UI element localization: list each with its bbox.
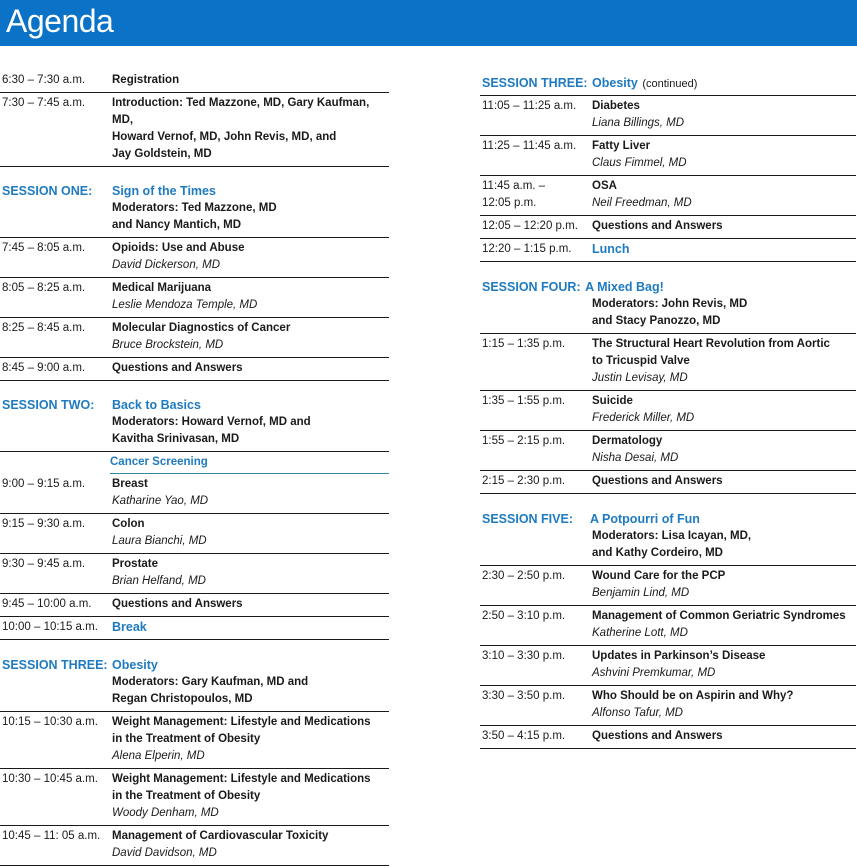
session-one-header — [0, 183, 389, 238]
session-five-header — [480, 510, 856, 566]
session-label: SESSION ONE: — [2, 184, 93, 198]
agenda-row — [480, 646, 856, 686]
row-title: Colon — [112, 518, 145, 530]
row-time: 9:45 – 10:00 a.m. — [2, 598, 92, 610]
row-time: 12:05 – 12:20 p.m. — [482, 220, 578, 232]
row-time: 8:45 – 9:00 a.m. — [2, 362, 86, 374]
row-time: 9:30 – 9:45 a.m. — [2, 558, 86, 570]
agenda-row — [0, 70, 389, 93]
session-moderators: Regan Christopoulos, MD — [112, 693, 253, 705]
row-title: Who Should be on Aspirin and Why? — [592, 690, 794, 702]
session-name: A Potpourri of Fun — [590, 512, 700, 526]
row-time: 10:45 – 11: 05 a.m. — [2, 830, 101, 842]
row-time: 3:30 – 3:50 p.m. — [482, 690, 566, 702]
row-time: 11:45 a.m. – — [482, 180, 546, 192]
row-title: Molecular Diagnostics of Cancer — [112, 322, 291, 334]
session-moderators: Kavitha Srinivasan, MD — [112, 433, 240, 445]
lunch-label: Lunch — [592, 242, 630, 256]
row-time: 2:15 – 2:30 p.m. — [482, 475, 566, 487]
lunch-row — [480, 239, 856, 262]
break-row — [0, 617, 389, 640]
row-time: 1:35 – 1:55 p.m. — [482, 395, 566, 407]
row-time: 12:05 p.m. — [482, 197, 537, 209]
agenda-row — [480, 136, 856, 176]
row-title: Weight Management: Lifestyle and Medications — [112, 773, 371, 785]
agenda-row — [0, 318, 389, 358]
session-name: Obesity — [592, 76, 638, 90]
agenda-row — [0, 358, 389, 381]
row-time: 8:25 – 8:45 a.m. — [2, 322, 86, 334]
session-moderators: Moderators: Ted Mazzone, MD — [112, 202, 277, 214]
session-label: SESSION THREE: — [482, 76, 588, 90]
row-speaker: Justin Levisay, MD — [592, 372, 688, 384]
session-label: SESSION FOUR: — [482, 280, 581, 294]
session-four-header — [480, 278, 856, 334]
row-speaker: Nisha Desai, MD — [592, 452, 679, 464]
row-speaker: Neil Freedman, MD — [592, 197, 692, 209]
row-speaker: David Davidson, MD — [112, 847, 217, 859]
row-title: Questions and Answers — [592, 730, 723, 742]
session-two-header — [0, 397, 389, 452]
agenda-row — [480, 606, 856, 646]
row-time: 3:50 – 4:15 p.m. — [482, 730, 566, 742]
agenda-row — [480, 176, 856, 216]
row-title: The Structural Heart Revolution from Aortic — [592, 338, 830, 350]
agenda-row — [480, 566, 856, 606]
row-title: Howard Vernof, MD, John Revis, MD, and — [112, 131, 337, 143]
row-time: 12:20 – 1:15 p.m. — [482, 243, 572, 255]
row-title: Questions and Answers — [112, 362, 243, 374]
row-speaker: Laura Bianchi, MD — [112, 535, 207, 547]
session-label: SESSION TWO: — [2, 398, 95, 412]
row-title: Introduction: Ted Mazzone, MD, Gary Kaufman, MD, — [112, 97, 370, 126]
session-three-header — [0, 656, 389, 712]
session-moderators: Moderators: Howard Vernof, MD and — [112, 416, 311, 428]
agenda-row — [0, 826, 389, 866]
session-name: Obesity — [112, 658, 158, 672]
agenda-row — [0, 93, 389, 167]
row-title: Suicide — [592, 395, 633, 407]
row-title: Jay Goldstein, MD — [112, 148, 212, 160]
row-title: Registration — [112, 74, 180, 86]
row-title: Weight Management: Lifestyle and Medications — [112, 716, 371, 728]
row-speaker: Katherine Lott, MD — [592, 627, 688, 639]
session-moderators: and Kathy Cordeiro, MD — [592, 547, 723, 559]
row-speaker: Brian Helfand, MD — [112, 575, 206, 587]
row-speaker: Leslie Mendoza Temple, MD — [112, 299, 258, 311]
row-title: in the Treatment of Obesity — [112, 733, 261, 745]
row-title: Questions and Answers — [592, 220, 723, 232]
session-name: A Mixed Bag! — [585, 280, 664, 294]
session-moderators: Moderators: Lisa Icayan, MD, — [592, 530, 752, 542]
row-time: 10:30 – 10:45 a.m. — [2, 773, 98, 785]
row-title: OSA — [592, 180, 617, 192]
agenda-row — [480, 96, 856, 136]
row-time: 2:30 – 2:50 p.m. — [482, 570, 566, 582]
agenda-row — [0, 594, 389, 617]
subhead-label: Cancer Screening — [110, 452, 389, 474]
agenda-row — [480, 686, 856, 726]
session-label: SESSION THREE: — [2, 658, 108, 672]
row-speaker: Alfonso Tafur, MD — [592, 707, 683, 719]
row-time: 7:30 – 7:45 a.m. — [2, 97, 86, 109]
row-time: 7:45 – 8:05 a.m. — [2, 242, 86, 254]
left-column — [0, 70, 389, 866]
row-speaker: Bruce Brockstein, MD — [112, 339, 224, 351]
session-label: SESSION FIVE: — [482, 512, 573, 526]
page-title: Agenda — [6, 3, 114, 39]
agenda-row — [0, 554, 389, 594]
agenda-row — [0, 769, 389, 826]
agenda-row — [0, 278, 389, 318]
row-time: 3:10 – 3:30 p.m. — [482, 650, 566, 662]
agenda-row — [480, 334, 856, 391]
row-speaker: Ashvini Premkumar, MD — [592, 667, 716, 679]
session-name: Sign of the Times — [112, 184, 216, 198]
continued-note: (continued) — [642, 78, 698, 90]
row-time: 9:15 – 9:30 a.m. — [2, 518, 86, 530]
session-name: Back to Basics — [112, 398, 201, 412]
right-column — [480, 74, 856, 749]
agenda-row — [480, 391, 856, 431]
agenda-row — [480, 471, 856, 494]
row-speaker: David Dickerson, MD — [112, 259, 220, 271]
row-speaker: Frederick Miller, MD — [592, 412, 695, 424]
row-time: 1:15 – 1:35 p.m. — [482, 338, 566, 350]
row-speaker: Katharine Yao, MD — [112, 495, 209, 507]
agenda-row — [0, 712, 389, 769]
row-time: 11:25 – 11:45 a.m. — [482, 140, 577, 152]
session-moderators: and Nancy Mantich, MD — [112, 219, 242, 231]
row-time: 2:50 – 3:10 p.m. — [482, 610, 566, 622]
row-speaker: Liana Billings, MD — [592, 117, 685, 129]
row-time: 9:00 – 9:15 a.m. — [2, 478, 86, 490]
row-title: Dermatology — [592, 435, 663, 447]
row-title: Questions and Answers — [112, 598, 243, 610]
agenda-row — [0, 238, 389, 278]
row-time: 10:15 – 10:30 a.m. — [2, 716, 98, 728]
agenda-row — [480, 726, 856, 749]
row-title: Opioids: Use and Abuse — [112, 242, 245, 254]
session-moderators: Moderators: Gary Kaufman, MD and — [112, 676, 309, 688]
row-time: 1:55 – 2:15 p.m. — [482, 435, 566, 447]
row-title: in the Treatment of Obesity — [112, 790, 261, 802]
agenda-row — [0, 474, 389, 514]
row-time: 8:05 – 8:25 a.m. — [2, 282, 86, 294]
row-title: Management of Common Geriatric Syndromes — [592, 610, 846, 622]
row-title: Management of Cardiovascular Toxicity — [112, 830, 329, 842]
row-speaker: Alena Elperin, MD — [112, 750, 205, 762]
row-title: Breast — [112, 478, 148, 490]
agenda-banner — [0, 0, 857, 46]
session-moderators: Moderators: John Revis, MD — [592, 298, 748, 310]
row-title: Wound Care for the PCP — [592, 570, 726, 582]
row-time: 11:05 – 11:25 a.m. — [482, 100, 577, 112]
row-title: Medical Marijuana — [112, 282, 212, 294]
row-speaker: Benjamin Lind, MD — [592, 587, 690, 599]
agenda-row — [480, 216, 856, 239]
session-moderators: and Stacy Panozzo, MD — [592, 315, 721, 327]
row-time: 10:00 – 10:15 a.m. — [2, 621, 98, 633]
row-title: Diabetes — [592, 100, 640, 112]
row-title: to Tricuspid Valve — [592, 355, 690, 367]
row-time: 6:30 – 7:30 a.m. — [2, 74, 86, 86]
agenda-row — [0, 514, 389, 554]
cancer-screening-subhead — [0, 452, 389, 474]
row-title: Questions and Answers — [592, 475, 723, 487]
row-title: Prostate — [112, 558, 159, 570]
row-speaker: Claus Fimmel, MD — [592, 157, 687, 169]
row-title: Fatty Liver — [592, 140, 651, 152]
row-speaker: Woody Denham, MD — [112, 807, 219, 819]
break-label: Break — [112, 620, 147, 634]
row-title: Updates in Parkinson’s Disease — [592, 650, 766, 662]
agenda-row — [480, 431, 856, 471]
session-three-continued-header — [480, 74, 856, 96]
